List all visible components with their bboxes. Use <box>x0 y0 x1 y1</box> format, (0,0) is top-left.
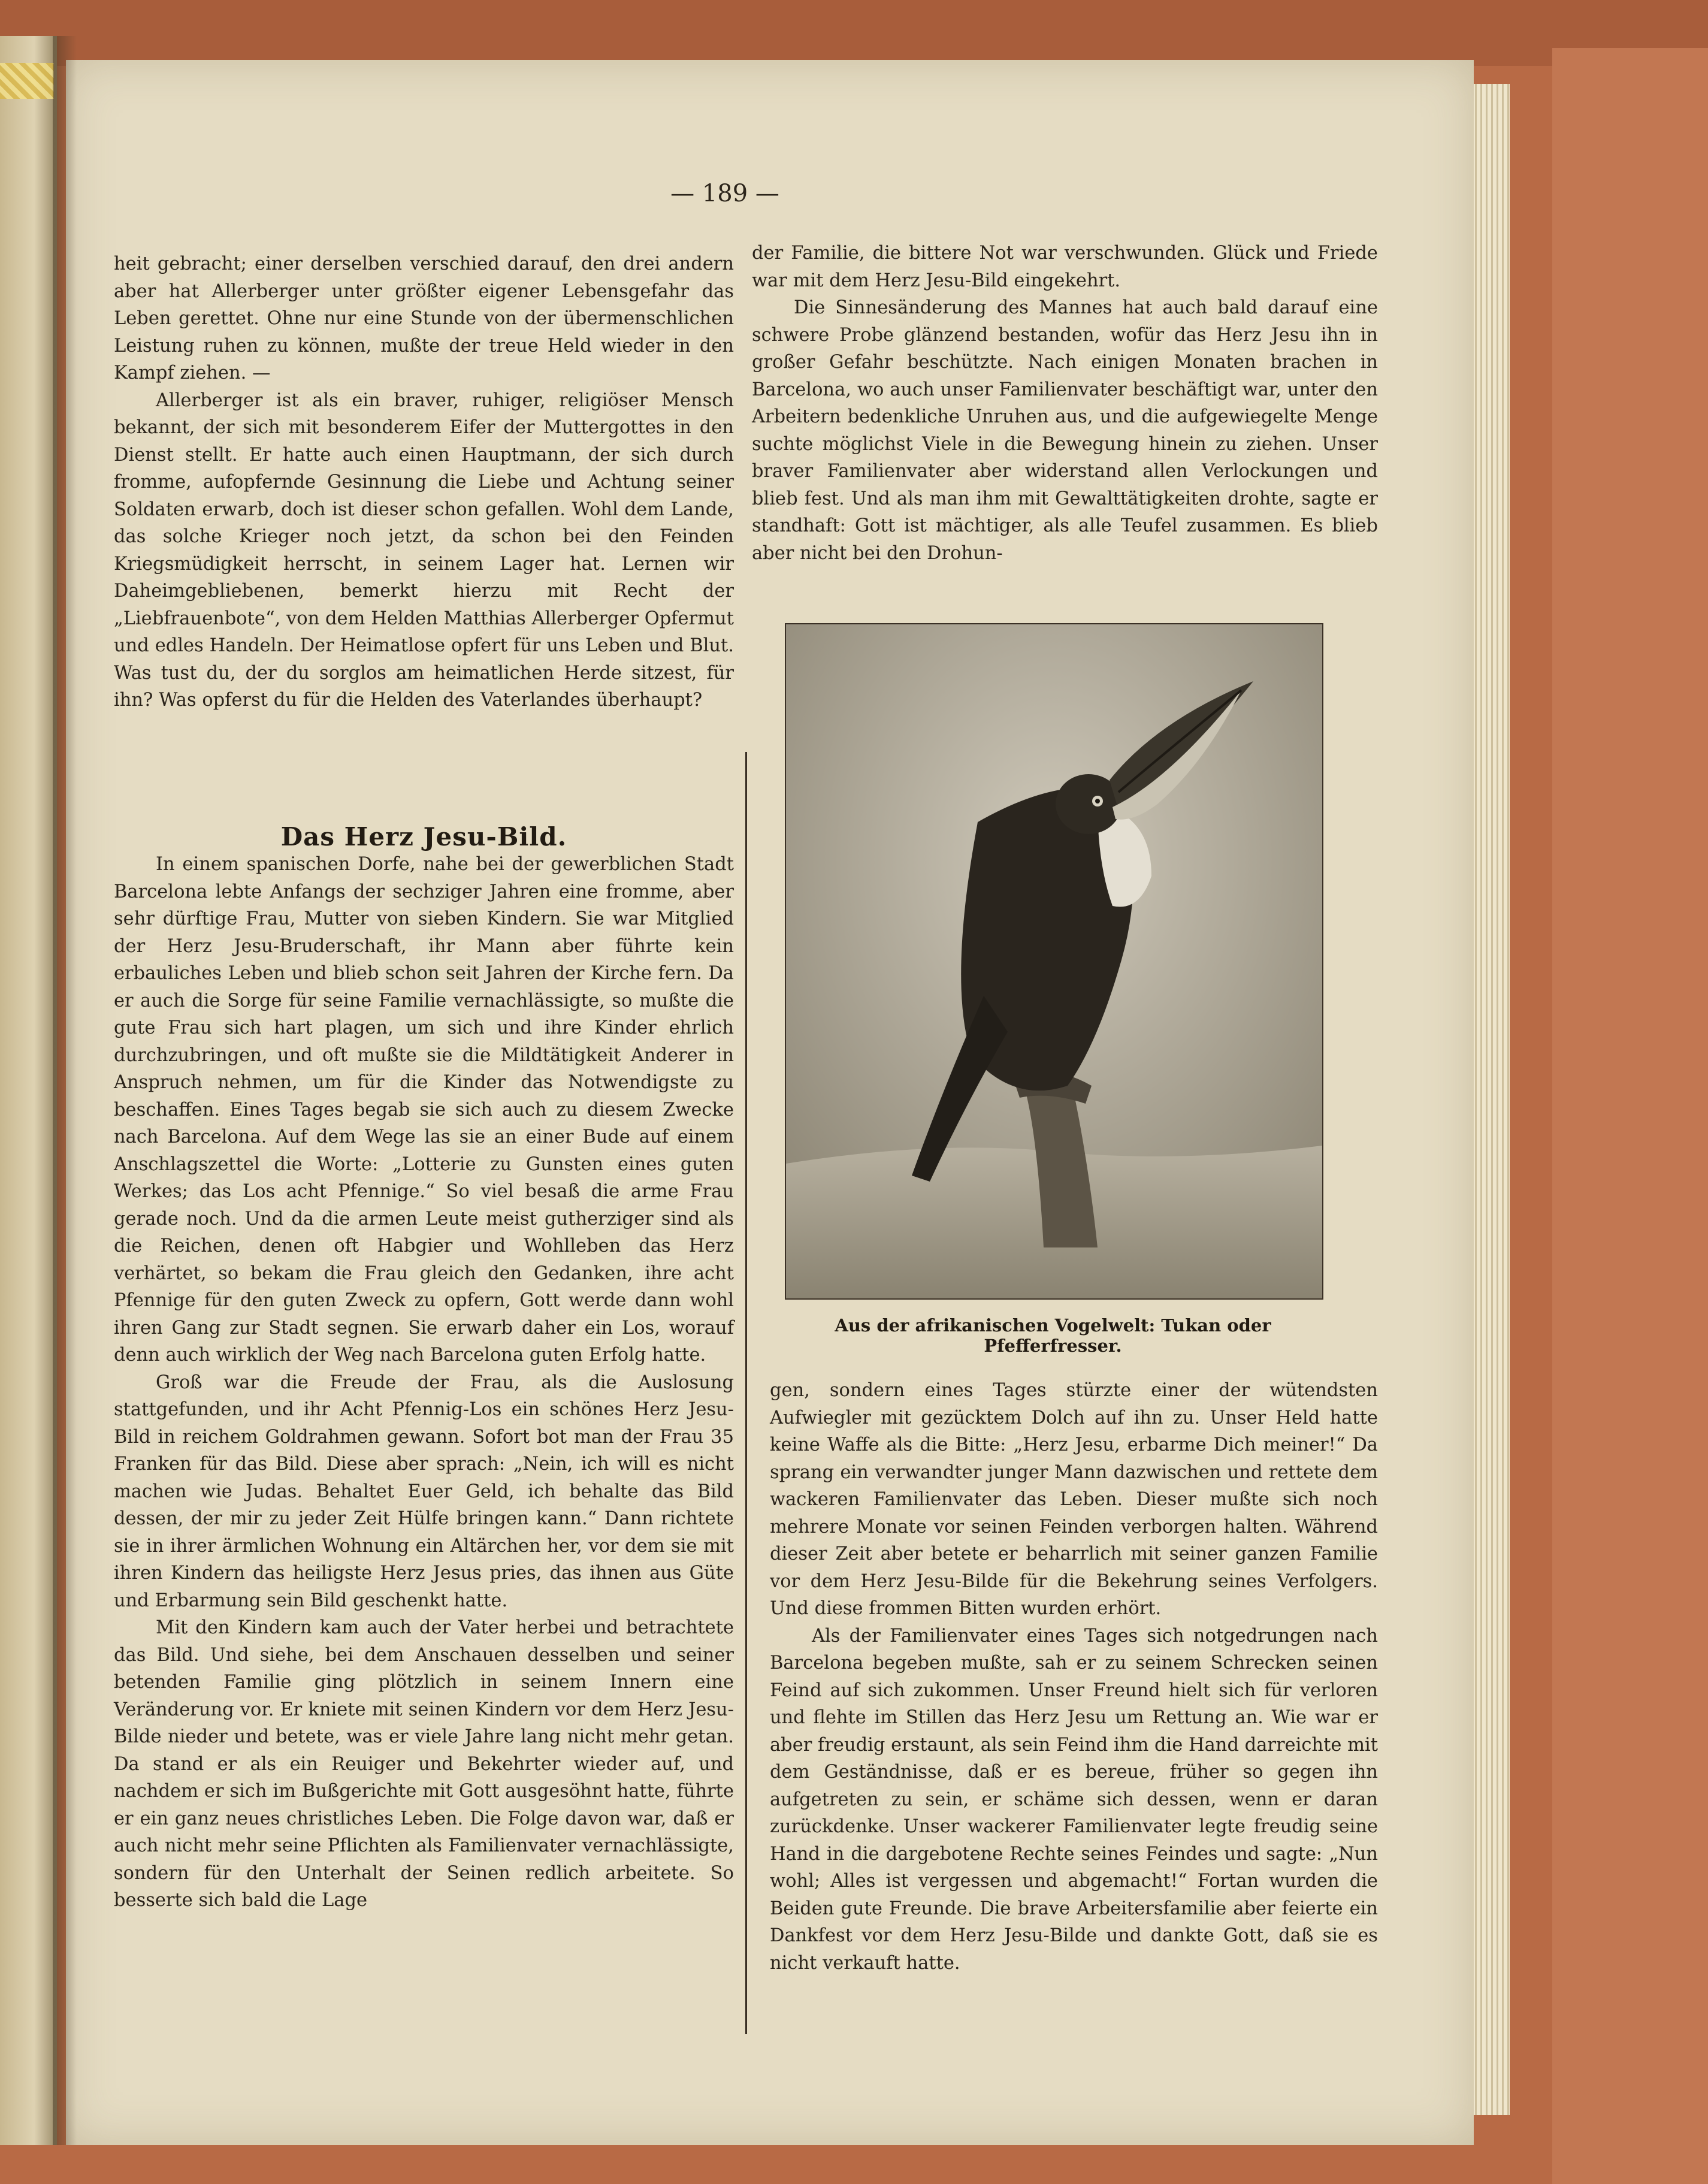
facing-page-edge <box>0 36 57 2145</box>
paragraph: Die Sinnesänderung des Mannes hat auch bald darauf eine schwere Probe glänzend bestanden, wofür das Herz Jesu ihn in großer Gefahr beschützte. Nach einigen Monaten brachen in Barcelona, wo auch unser Familienvater beschäftigt war, unter den Arbeitern bedenkliche Unruhen aus, und die aufgewiegelte Menge suchte möglichst Viele in die Bewegung hinein zu ziehen. Unser braver Familienvater aber widerstand allen Verlockungen und blieb fest. Und als man ihm mit Gewalttätigkeiten drohte, sagte er standhaft: Gott ist mächtiger, als alle Teufel zusammen. Es blieb aber nicht bei den Drohun- <box>752 297 1378 564</box>
article-heading: Das Herz Jesu-Bild. <box>280 822 567 851</box>
paragraph: Allerberger ist als ein braver, ruhiger, religiöser Mensch bekannt, der sich mit besonderem Eifer der Muttergottes in den Dienst stellt. Er hatte auch einen Hauptmann, der sich durch fromme, aufopfernde Gesinnung die Liebe und Achtung seiner Soldaten erwarb, doch ist dieser schon gefallen. Wohl dem Lande, das solche Krieger noch jetzt, da schon bei den Feinden Kriegsmüdigkeit herrscht, in seinem Lager hat. Lernen wir Daheimgebliebenen, bemerkt hierzu mit Recht der „Liebfrauenbote“, von dem Helden Matthias Allerberger Opfermut und edles Handeln. Der Heimatlose opfert für uns Leben und Blut. Was tust du, der du sorglos am heimatlichen Herde sitzest, für ihn? Was opferst du für die Helden des Vaterlandes überhaupt? <box>114 389 734 711</box>
toucan-photo <box>785 623 1323 1300</box>
bookmark-ribbon <box>0 63 54 99</box>
page-number: — 189 — <box>670 180 779 207</box>
paragraph: In einem spanischen Dorfe, nahe bei der gewerblichen Stadt Barcelona lebte Anfangs der sechziger Jahren eine fromme, aber sehr dürftige Frau, Mutter von sieben Kindern. Sie war Mitglied der Herz Jesu-Bruderschaft, ihr Mann aber führte kein erbauliches Leben und blieb schon seit Jahren der Kirche fern. Da er auch die Sorge für seine Familie vernachlässigte, so mußte die gute Frau sich hart plagen, um sich und ihre Kinder ehrlich durchzubringen, und oft mußte sie die Mildtätigkeit Anderer in Anspruch nehmen, um für die Kinder das Notwendigste zu beschaffen. Eines Tages begab sie sich auch zu diesem Zwecke nach Barcelona. Auf dem Wege las sie an einer Bude auf einem Anschlagszettel die Worte: „Lotterie zu Gunsten eines guten Werkes; das Los acht Pfennige.“ So viel besaß die arme Frau gerade noch. Und da die armen Leute meist gutherziger sind als die Reichen, denen oft Habgier und Wohlleben das Herz verhärtet, so bekam die Frau gleich den Gedanken, ihre acht Pfennige für den guten Zweck zu opfern, Gott werde dann wohl ihren Gang zur Stadt segnen. Sie erwarb daher ein Los, worauf denn auch wirklich der Weg nach Barcelona guten Erfolg hatte. <box>114 854 734 1366</box>
right-column-bottom <box>770 1377 1378 1977</box>
left-column-article <box>114 851 734 1914</box>
spine-shadow <box>53 36 77 2145</box>
paragraph: gen, sondern eines Tages stürzte einer der wütendsten Aufwiegler mit gezücktem Dolch auf ihn zu. Unser Held hatte keine Waffe als die Bitte: „Herz Jesu, erbarme Dich meiner!“ Da sprang ein verwandter junger Mann dazwischen und rettete dem wackeren Familienvater das Leben. Dieser mußte sich noch mehrere Monate vor seinen Feinden verborgen halten. Während dieser Zeit aber betete er beharrlich mit seiner ganzen Familie vor dem Herz Jesu-Bilde für die Bekehrung seines Verfolgers. Und diese frommen Bitten wurden erhört. <box>770 1380 1378 1619</box>
paragraph: Groß war die Freude der Frau, als die Auslosung stattgefunden, und ihr Acht Pfennig-Los ein schönes Herz Jesu-Bild in reichem Goldrahmen gewann. Sofort bot man der Frau 35 Franken für das Bild. Diese aber sprach: „Nein, ich will es nicht machen wie Judas. Behaltet Euer Geld, ich behalte das Bild dessen, der mir zu jeder Zeit Hülfe bringen kann.“ Dann richtete sie in ihrer ärmlichen Wohnung ein Altärchen her, vor dem sie mit ihren Kindern das heiligste Herz Jesus pries, das ihnen aus Güte und Erbarmung sein Bild geschenkt hatte. <box>114 1372 734 1611</box>
photo-caption: Aus der afrikanischen Vogelwelt: Tukan oder Pfefferfresser. <box>835 1315 1271 1356</box>
left-column-top <box>114 250 734 714</box>
paragraph: heit gebracht; einer derselben verschied darauf, den drei andern aber hat Allerberger unter größter eigener Lebensgefahr das Leben gerettet. Ohne nur eine Stunde von der übermenschlichen Leistung ruhen zu können, mußte der treue Held wieder in den Kampf ziehen. — <box>114 253 734 383</box>
book-cover-top <box>0 0 1708 66</box>
right-column-top <box>752 240 1378 567</box>
paragraph: der Familie, die bittere Not war verschwunden. Glück und Friede war mit dem Herz Jesu-Bild eingekehrt. <box>752 243 1378 291</box>
book-cover-right <box>1552 48 1708 2184</box>
paragraph: Als der Familienvater eines Tages sich notgedrungen nach Barcelona begeben mußte, sah er zu seinem Schrecken seinen Feind auf sich zukommen. Unser Freund hielt sich für verloren und flehte im Stillen das Herz Jesu um Rettung an. Wie war er aber freudig erstaunt, als sein Feind ihm die Hand darreichte mit dem Geständnisse, daß er es bereue, früher so gegen ihn aufgetreten zu sein, er schäme sich dessen, wenn er daran zurückdenke. Unser wackerer Familienvater legte freudig seine Hand in die dargebotene Rechte seines Feindes und sagte: „Nun wohl; Alles ist vergessen und abgemacht!“ Fortan wurden die Beiden gute Freunde. Die brave Arbeitersfamilie aber feierte ein Dankfest vor dem Herz Jesu-Bilde und dankte Gott, daß sie es nicht verkauft hatte. <box>770 1625 1379 1974</box>
column-divider <box>745 752 747 2034</box>
paragraph: Mit den Kindern kam auch der Vater herbei und betrachtete das Bild. Und siehe, bei dem Anschauen desselben und seiner betenden Familie ging plötzlich in seinem Innern eine Veränderung vor. Er kniete mit seinen Kindern vor dem Herz Jesu-Bilde nieder und betete, was er viele Jahre lang nicht mehr getan. Da stand er als ein Reuiger und Bekehrter wieder auf, und nachdem er sich im Bußgerichte mit Gott ausgesöhnt hatte, führte er ein ganz neues christliches Leben. Die Folge davon war, daß er auch nicht mehr seine Pflichten als Familienvater vernachlässigte, sondern für den Unterhalt der Seinen redlich arbeitete. So besserte sich bald die Lage <box>114 1617 734 1911</box>
toucan-illustration <box>786 624 1322 1298</box>
